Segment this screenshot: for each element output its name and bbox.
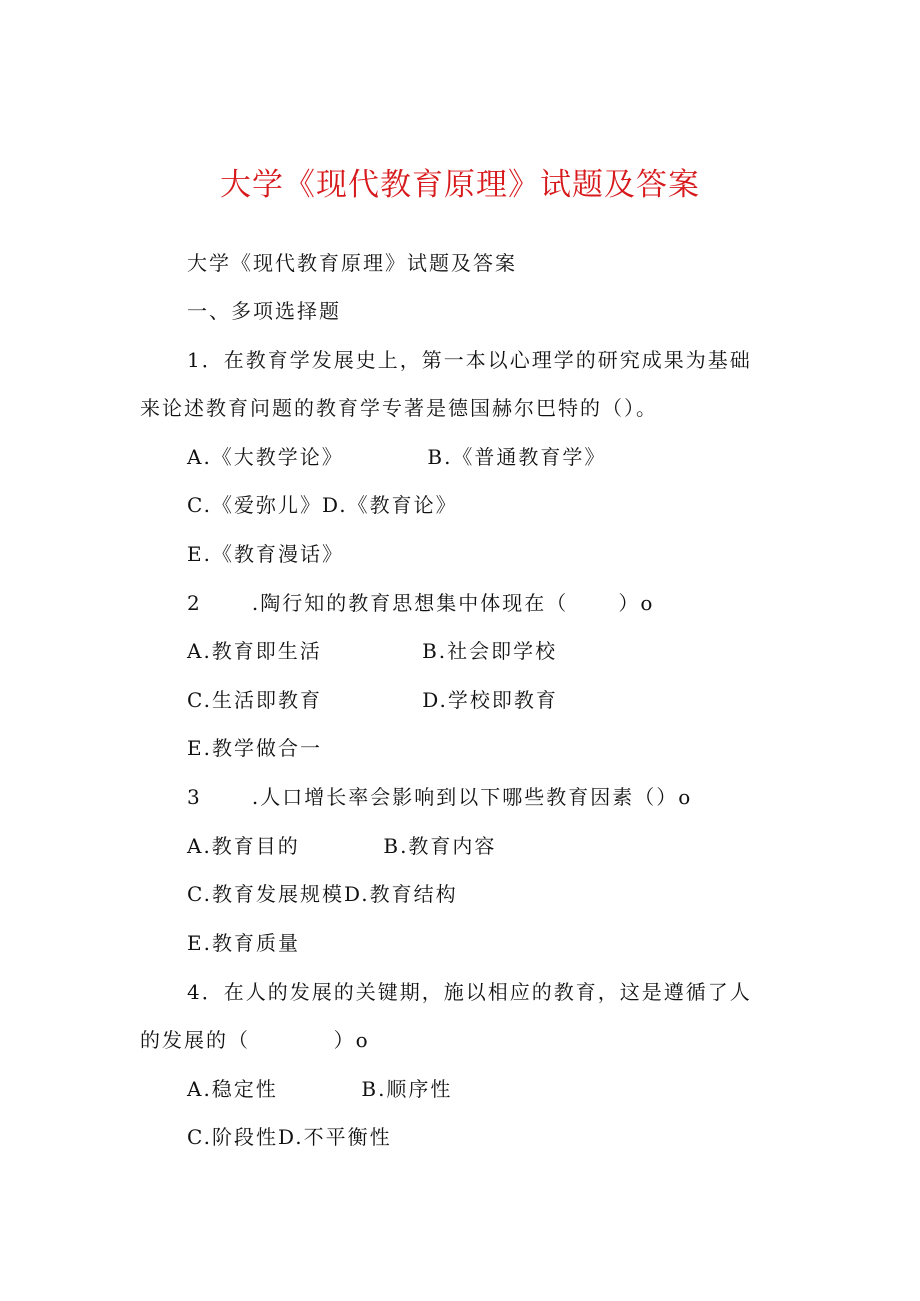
question-1-options-ab: A.《大教学论》 B.《普通教育学》	[187, 445, 607, 469]
question-2-options-cd: C.生活即教育 D.学校即教育	[187, 688, 558, 712]
question-1-options-cd: C.《爱弥儿》D.《教育论》	[187, 493, 458, 517]
question-1-line-2: 来论述教育问题的教育学专著是德国赫尔巴特的（）。	[140, 396, 658, 420]
question-2-options-ab: A.教育即生活 B.社会即学校	[187, 639, 558, 663]
question-3-options-cd: C.教育发展规模D.教育结构	[187, 882, 458, 906]
question-4-options-ab: A.稳定性 B.顺序性	[187, 1077, 453, 1101]
question-3-options-ab: A.教育目的 B.教育内容	[187, 834, 497, 858]
section-heading: 一、多项选择题	[187, 299, 341, 323]
question-4-line-2: 的发展的（ ）o	[140, 1028, 370, 1052]
question-4-options-cd: C.阶段性D.不平衡性	[187, 1125, 392, 1149]
question-2-option-e: E.教学做合一	[187, 736, 322, 760]
question-1-option-e: E.《教育漫话》	[187, 542, 344, 566]
question-2: 2 .陶行知的教育思想集中体现在（ ）o	[187, 591, 655, 615]
question-3: 3 .人口增长率会影响到以下哪些教育因素（）o	[187, 785, 693, 809]
subtitle: 大学《现代教育原理》试题及答案	[187, 251, 517, 275]
question-3-option-e: E.教育质量	[187, 931, 300, 955]
question-1-line-1: 1．在教育学发展史上，第一本以心理学的研究成果为基础	[187, 348, 752, 372]
question-4-line-1: 4．在人的发展的关键期，施以相应的教育，这是遵循了人	[187, 980, 752, 1004]
document-title: 大学《现代教育原理》试题及答案	[220, 167, 700, 203]
